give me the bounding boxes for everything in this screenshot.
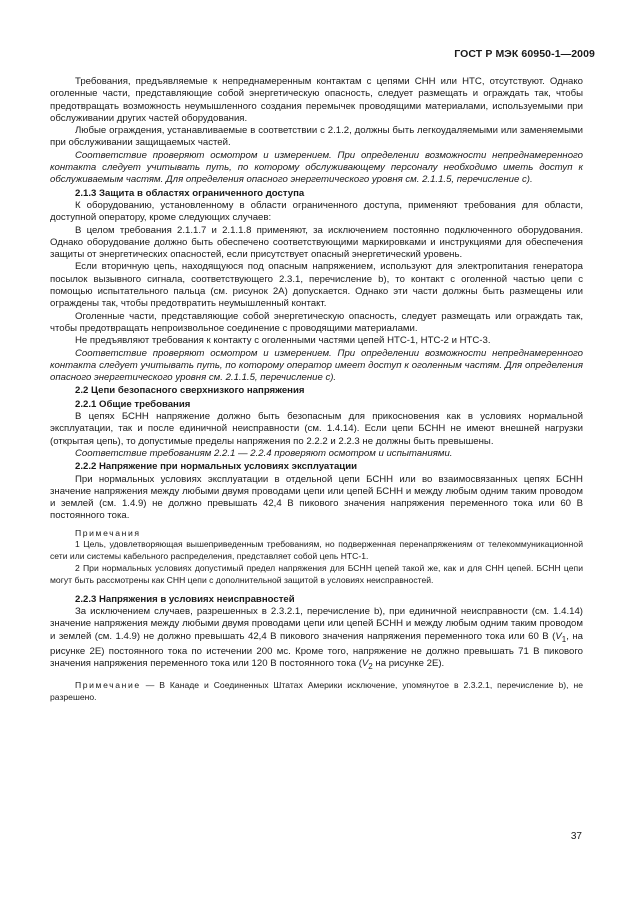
paragraph: Любые ограждения, устанавливаемые в соответствии с 2.1.2, должны быть легкоудаляемыми или заменяемыми при обслуживании защищаемых частей. (50, 125, 583, 149)
paragraph: К оборудованию, установленному в области ограниченного доступа, применяют требования для области, доступной оператору, кроме следующих случаев: (50, 199, 583, 224)
document-body (50, 76, 583, 711)
paragraph: Не предъявляют требования к контакту с оголенными частями цепей НТС-1, НТС-2 и НТС-3. (75, 335, 491, 347)
document-header: ГОСТ Р МЭК 60950-1—2009 (454, 48, 595, 60)
paragraph-text: , на рисунке 2Е) постоянного тока по истечении 200 мс. Кроме того, напряжение не должно превышать 71 В пикового значения напряжения переменного тока или 120 В постоянного тока ( (50, 630, 583, 670)
compliance-paragraph: Соответствие проверяют осмотром и измерением. При определении возможности непреднамеренного контакта следует учитывать путь, по которому обслуживающему персоналу необходимо иметь доступ к обслуживаемым частям. Для определения опасного энергетического уровня см. 2.1.1.5, перечисление с). (50, 149, 583, 186)
note-item: 1 Цель, удовлетворяющая вышеприведенным требованиям, но подверженная перенапряжениям от телекоммуникационной сети или системы кабельного распределения, представляет собой цепь НТС-1. (50, 539, 583, 562)
paragraph: Если вторичную цепь, находящуюся под опасным напряжением, используют для электропитания генератора посылок вызывного сигнала, соответствующего 2.3.1, перечисление b), то контакт с оголенной частью цепи с помощью испытательного пальца (см. рисунок 2А) допускается. Однако эти части должны быть размещены или ограждены так, чтобы предотвратить неумышленный контакт. (50, 261, 583, 310)
voltage-symbol: V (555, 630, 562, 642)
section-heading: 2.2.2 Напряжение при нормальных условиях эксплуатации (75, 461, 357, 473)
paragraph-text: на рисунке 2Е). (372, 658, 445, 670)
voltage-subscript: 1 (561, 634, 567, 644)
paragraph: Оголенные части, представляющие собой энергетическую опасность, следует размещать или ограждать так, чтобы предотвращать непроизвольное соединение с проводящими материалами. (50, 310, 583, 334)
final-note-label: Примечание (75, 680, 141, 691)
voltage-symbol: V (361, 658, 369, 670)
paragraph-text: За исключением случаев, разрешенных в 2.3.2.1, перечисление b), при единичной неисправности (см. 1.4.14) значение напряжения между любыми двумя проводами цепи или цепей БСНН и между любым одним таким проводом и землей (см. 1.4.9) не должно превышать 42,4 В пикового значения напряжения переменного тока или 60 В ( (50, 605, 583, 642)
final-note-body: — В Канаде и Соединенных Штатах Америки исключение, упомянутое в 2.3.2.1, перечисление b), не разрешено. (50, 680, 583, 703)
compliance-paragraph: Соответствие требованиям 2.2.1 — 2.2.4 проверяют осмотром и испытаниями. (75, 447, 453, 459)
page-number: 37 (570, 831, 582, 842)
notes-block (50, 528, 583, 587)
paragraph: При нормальных условиях эксплуатации в отдельной цепи БСНН или во взаимосвязанных цепях БСНН значение напряжения между любыми двумя проводами цепи или цепей БСНН и между любым одним таким проводом и землей (см. 1.4.9) не должно превышать 42,4 В пикового значения напряжения переменного тока или 60 В постоянного тока. (50, 473, 583, 522)
final-note (50, 680, 583, 704)
paragraph: В цепях БСНН напряжение должно быть безопасным для прикосновения как в условиях нормальной эксплуатации, так и после единичной неисправности (см. 1.4.14). Если цепи БСНН не имеют внешней нагрузки (открытая цепь), то допустимые пределы напряжения по 2.2.2 и 2.2.3 не должны быть превышены. (50, 411, 583, 447)
note-item: 2 При нормальных условиях допустимый предел напряжения для БСНН цепей такой же, как и для СНН цепей. БСНН цепи могут быть рассмотрены как СНН цепи с дополнительной защитой в условиях неисправностей. (50, 563, 583, 585)
compliance-paragraph: Соответствие проверяют осмотром и измерением. При определении возможности непреднамеренного контакта следует учитывать путь, по которому оператор имеет доступ к оголенным частям. Для определения опасного энергетического уровня см. 2.1.1.5, перечисление с). (50, 347, 583, 384)
final-note-text (50, 680, 583, 704)
paragraph (50, 606, 583, 673)
voltage-subscript: 2 (368, 661, 373, 671)
section-heading: 2.2 Цепи безопасного сверхнизкого напряжения (75, 385, 305, 397)
section-heading: 2.2.1 Общие требования (75, 398, 191, 410)
paragraph: Требования, предъявляемые к непреднамеренным контактам с цепями СНН или НТС, отсутствуют. Однако оголенные части, представляющие собой энергетическую опасность, следует размещать и ограждать так, чтобы предотвращать возможность неумышленного создания перемычек проводящими материалами, используемыми при обслуживании других частей оборудования. (50, 76, 583, 124)
notes-title: Примечания (75, 527, 141, 538)
paragraph: В целом требования 2.1.1.7 и 2.1.1.8 применяют, за исключением постоянно подключенного оборудования. Однако оборудование должно быть обеспечено соответствующими маркировками и инструкциями для обеспечения защиты от энергетических опасностей, если присутствует опасный энергетический уровень. (50, 224, 583, 261)
section-heading: 2.1.3 Защита в областях ограниченного доступа (75, 187, 305, 199)
section-heading: 2.2.3 Напряжения в условиях неисправностей (75, 593, 295, 605)
